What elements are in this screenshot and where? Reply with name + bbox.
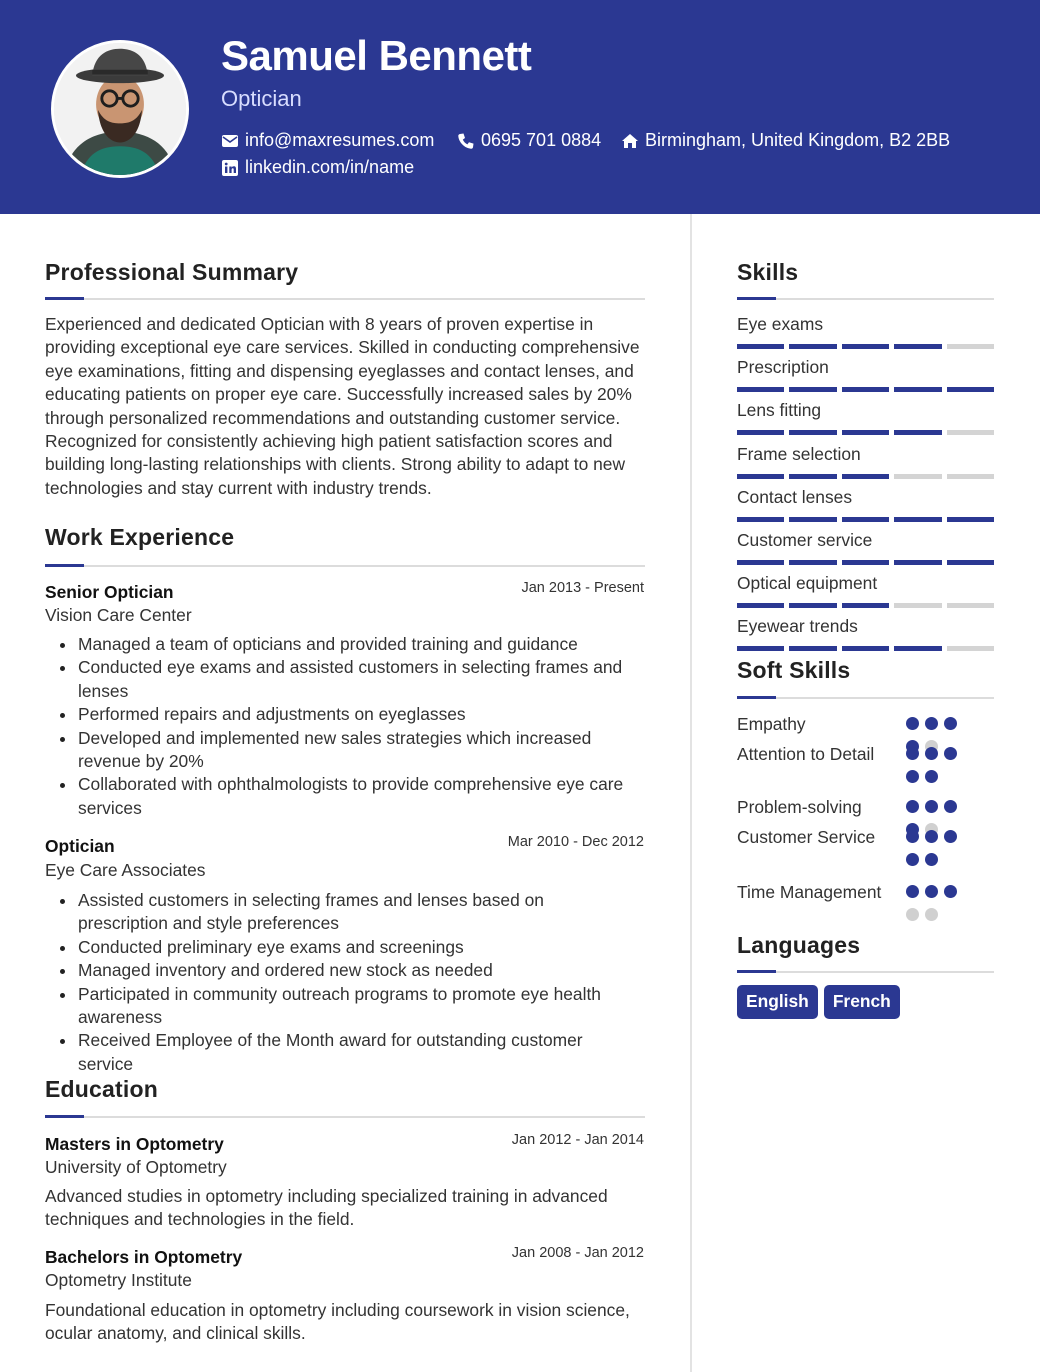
rating-dot bbox=[944, 830, 957, 843]
skill-level-segment bbox=[842, 387, 889, 392]
soft-skill-name: Attention to Detail bbox=[737, 744, 875, 764]
skill-level-segment bbox=[947, 517, 994, 522]
soft-skills-rule bbox=[737, 697, 994, 699]
list-item: Performed repairs and adjustments on eyeglasses bbox=[45, 703, 650, 726]
rating-dot bbox=[906, 853, 919, 866]
skill-name: Lens fitting bbox=[737, 400, 822, 421]
degree-title: Bachelors in Optometry bbox=[45, 1247, 243, 1267]
skill-level-segment bbox=[947, 646, 994, 651]
rating-dot bbox=[944, 885, 957, 898]
linkedin-icon bbox=[221, 159, 239, 177]
list-item: Received Employee of the Month award for outstanding customer service bbox=[45, 1029, 605, 1076]
rating-dot bbox=[906, 885, 919, 898]
skill-name: Prescription bbox=[737, 357, 829, 378]
skills-heading: Skills bbox=[737, 259, 799, 285]
skill-level-segment bbox=[789, 387, 836, 392]
skill-level-segment bbox=[737, 387, 784, 392]
skill-level-segment bbox=[894, 646, 941, 651]
soft-skill-rating bbox=[906, 747, 978, 793]
degree-title: Masters in Optometry bbox=[45, 1134, 224, 1154]
skill-level-segment bbox=[894, 430, 941, 435]
skill-level-segment bbox=[894, 603, 941, 608]
education-description: Advanced studies in optometry including specialized training in advanced techniques and technologies in the field. bbox=[45, 1186, 608, 1230]
languages-list bbox=[737, 985, 900, 1019]
job-title: Optician bbox=[45, 836, 115, 856]
languages-heading: Languages bbox=[737, 932, 861, 958]
skill-name: Customer service bbox=[737, 530, 873, 550]
skills-rule bbox=[737, 298, 994, 300]
skill-level-segment bbox=[737, 603, 784, 608]
soft-skill-rating bbox=[906, 885, 978, 931]
skill-level-segment bbox=[789, 430, 836, 435]
candidate-name: Samuel Bennett bbox=[221, 32, 532, 79]
job-title: Senior Optician bbox=[45, 582, 174, 602]
skill-level-bar bbox=[737, 344, 994, 349]
summary-heading: Professional Summary bbox=[45, 259, 299, 285]
phone-icon bbox=[457, 132, 475, 150]
skill-level-bar bbox=[737, 430, 994, 435]
rating-dot bbox=[925, 717, 938, 730]
skill-level-bar bbox=[737, 560, 994, 565]
skill-level-segment bbox=[842, 560, 889, 565]
skill-name: Contact lenses bbox=[737, 486, 853, 507]
experience-rule bbox=[45, 565, 645, 567]
skill-level-bar bbox=[737, 517, 994, 522]
skill-level-segment bbox=[947, 603, 994, 608]
envelope-icon bbox=[221, 132, 239, 150]
rating-dot bbox=[925, 747, 938, 760]
skill-level-segment bbox=[947, 560, 994, 565]
rating-dot bbox=[906, 800, 919, 813]
rating-dot bbox=[906, 717, 919, 730]
contact-phone[interactable] bbox=[457, 130, 601, 151]
job-organization: Vision Care Center bbox=[45, 605, 192, 625]
job-organization: Eye Care Associates bbox=[45, 860, 206, 880]
phone-text: 0695 701 0884 bbox=[481, 130, 602, 150]
skill-level-segment bbox=[737, 430, 784, 435]
contact-address bbox=[621, 130, 950, 151]
skill-level-segment bbox=[894, 474, 941, 479]
skill-level-segment bbox=[894, 387, 941, 392]
rating-dot bbox=[906, 747, 919, 760]
skill-level-segment bbox=[947, 430, 994, 435]
skill-level-segment bbox=[842, 430, 889, 435]
list-item: Participated in community outreach programs to promote eye health awareness bbox=[45, 983, 605, 1030]
list-item: Collaborated with ophthalmologists to provide comprehensive eye care services bbox=[45, 773, 650, 820]
contact-email[interactable] bbox=[221, 130, 434, 151]
language-badge: English bbox=[737, 985, 818, 1019]
linkedin-text: linkedin.com/in/name bbox=[245, 157, 415, 177]
summary-text: Experienced and dedicated Optician with 8 years of proven expertise in providing exceptional eye care services. Skilled in conducting comprehensive eye examinations, fitting and dispensing eyeglasses and contact lenses, and educating patients on proper eye care. Successfully increased sales by 20% through personalized recommendations and outstanding customer service. Recognized for consistently achieving high patient satisfaction scores and building long-lasting relationships with clients. Strong ability to adapt to new technologies and stay current with industry trends. bbox=[45, 314, 640, 498]
skill-level-segment bbox=[947, 344, 994, 349]
job-bullets bbox=[45, 889, 605, 1076]
rating-dot bbox=[925, 800, 938, 813]
skill-level-segment bbox=[894, 560, 941, 565]
education-date: Jan 2012 - Jan 2014 bbox=[511, 1132, 644, 1148]
skill-level-segment bbox=[737, 646, 784, 651]
rating-dot bbox=[925, 770, 938, 783]
list-item: Managed a team of opticians and provided training and guidance bbox=[45, 633, 650, 656]
skill-level-segment bbox=[894, 344, 941, 349]
skill-level-segment bbox=[789, 560, 836, 565]
list-item: Developed and implemented new sales strategies which increased revenue by 20% bbox=[45, 727, 650, 774]
education-rule bbox=[45, 1116, 645, 1118]
soft-skill-rating bbox=[906, 830, 978, 876]
skill-level-segment bbox=[789, 646, 836, 651]
skill-level-bar bbox=[737, 646, 994, 651]
skill-name: Eyewear trends bbox=[737, 616, 858, 637]
education-heading: Education bbox=[45, 1076, 158, 1102]
rating-dot bbox=[906, 830, 919, 843]
rating-dot bbox=[906, 770, 919, 783]
skill-level-segment bbox=[789, 603, 836, 608]
skill-level-segment bbox=[789, 517, 836, 522]
column-divider bbox=[690, 214, 692, 1372]
experience-heading: Work Experience bbox=[45, 524, 235, 550]
home-icon bbox=[621, 132, 639, 150]
resume-header bbox=[0, 0, 1040, 214]
skill-level-segment bbox=[947, 387, 994, 392]
address-text: Birmingham, United Kingdom, B2 2BB bbox=[645, 130, 951, 150]
rating-dot bbox=[906, 908, 919, 921]
skill-name: Optical equipment bbox=[737, 573, 878, 594]
languages-rule bbox=[737, 971, 994, 973]
skill-level-bar bbox=[737, 603, 994, 608]
list-item: Assisted customers in selecting frames and lenses based on prescription and style preferences bbox=[45, 889, 605, 936]
soft-skill-name: Time Management bbox=[737, 882, 882, 902]
list-item: Managed inventory and ordered new stock as needed bbox=[45, 959, 605, 982]
skill-level-bar bbox=[737, 387, 994, 392]
skill-level-segment bbox=[789, 474, 836, 479]
summary-rule bbox=[45, 298, 645, 300]
skill-level-segment bbox=[842, 603, 889, 608]
job-bullets bbox=[45, 633, 650, 820]
rating-dot bbox=[925, 830, 938, 843]
candidate-role: Optician bbox=[221, 86, 302, 111]
skill-name: Frame selection bbox=[737, 443, 861, 464]
rating-dot bbox=[925, 885, 938, 898]
skill-level-segment bbox=[842, 474, 889, 479]
skill-level-segment bbox=[789, 344, 836, 349]
rating-dot bbox=[925, 853, 938, 866]
soft-skills-heading: Soft Skills bbox=[737, 657, 851, 683]
school-name: Optometry Institute bbox=[45, 1270, 192, 1290]
skill-level-bar bbox=[737, 474, 994, 479]
school-name: University of Optometry bbox=[45, 1157, 227, 1177]
rating-dot bbox=[925, 908, 938, 921]
rating-dot bbox=[944, 800, 957, 813]
language-badge: French bbox=[824, 985, 900, 1019]
skill-level-segment bbox=[737, 344, 784, 349]
email-text: info@maxresumes.com bbox=[245, 130, 435, 150]
list-item: Conducted preliminary eye exams and screenings bbox=[45, 936, 605, 959]
soft-skill-name: Customer Service bbox=[737, 827, 876, 847]
education-date: Jan 2008 - Jan 2012 bbox=[511, 1245, 644, 1261]
soft-skill-name: Problem-solving bbox=[737, 797, 862, 817]
skill-level-segment bbox=[842, 646, 889, 651]
skill-level-segment bbox=[894, 517, 941, 522]
skill-level-segment bbox=[842, 344, 889, 349]
contact-linkedin[interactable] bbox=[221, 157, 414, 178]
skill-level-segment bbox=[947, 474, 994, 479]
soft-skill-name: Empathy bbox=[737, 714, 806, 734]
list-item: Conducted eye exams and assisted customers in selecting frames and lenses bbox=[45, 656, 650, 703]
portrait-image bbox=[54, 43, 186, 175]
rating-dot bbox=[944, 747, 957, 760]
skill-level-segment bbox=[737, 560, 784, 565]
skill-level-segment bbox=[737, 517, 784, 522]
skill-level-segment bbox=[737, 474, 784, 479]
education-description: Foundational education in optometry including coursework in vision science, ocular anatomy, and clinical skills. bbox=[45, 1300, 630, 1344]
skill-name: Eye exams bbox=[737, 314, 824, 334]
job-date: Mar 2010 - Dec 2012 bbox=[507, 834, 644, 850]
skill-level-segment bbox=[842, 517, 889, 522]
profile-photo bbox=[51, 40, 189, 178]
job-date: Jan 2013 - Present bbox=[521, 580, 644, 596]
rating-dot bbox=[944, 717, 957, 730]
